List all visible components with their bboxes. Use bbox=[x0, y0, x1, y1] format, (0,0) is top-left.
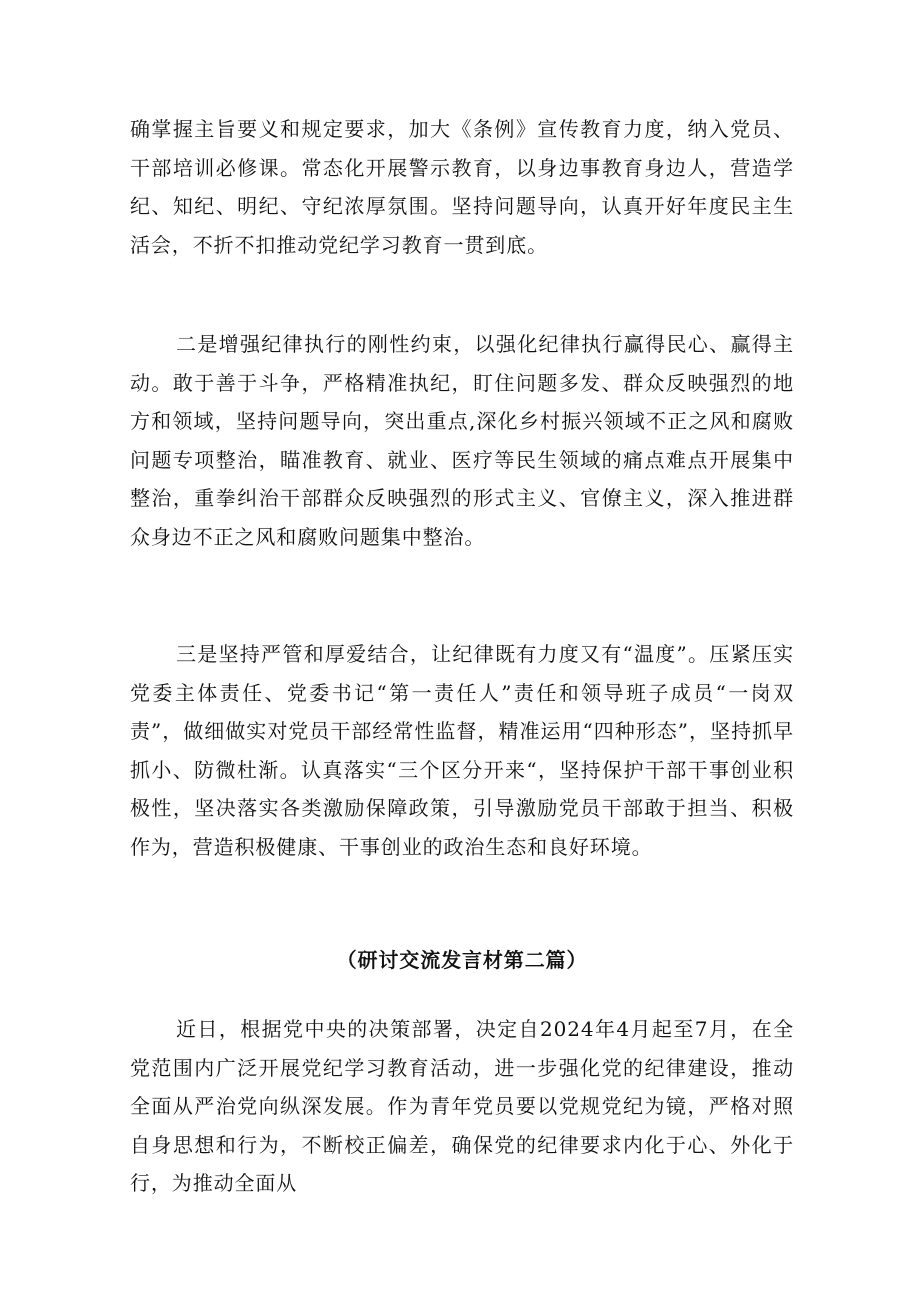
section-title: （研讨交流发言材第二篇） bbox=[336, 948, 588, 972]
paragraph-point-two: 二是增强纪律执行的刚性约束，以强化纪律执行赢得民心、赢得主动。敢于善于斗争，严格精准执纪，盯住问题多发、群众反映强烈的地方和领域，坚持问题导向，突出重点,深化乡村振兴领域不正之风和腐败问题专项整治，瞄准教育、就业、医疗等民生领域的痛点难点开展集中整治，重拳纠治干部群众反映强烈的形式主义、官僚主义，深入推进群众身边不正之风和腐败问题集中整治。 bbox=[130, 332, 794, 549]
paragraph-intro: 近日，根据党中央的决策部署，决定自2024年4月起至7月，在全党范围内广泛开展党纪学习教育活动，进一步强化党的纪律建设，推动全面从严治党向纵深发展。作为青年党员要以党规党纪为镜，严格对照自身思想和行为，不断校正偏差，确保党的纪律要求内化于心、外化于行，为推动全面从 bbox=[130, 1017, 794, 1196]
paragraph-point-three: 三是坚持严管和厚爱结合，让纪律既有力度又有“温度”。压紧压实党委主体责任、党委书记“第一责任人”责任和领导班子成员“一岗双责”，做细做实对党员干部经常性监督，精准运用“四种形态”，坚持抓早抓小、防微杜渐。认真落实“三个区分开来“，坚持保护干部干事创业积极性，坚决落实各类激励保障政策，引导激励党员干部敢于担当、积极作为，营造积极健康、干事创业的政治生态和良好环境。 bbox=[130, 642, 794, 859]
paragraph-continued: 确掌握主旨要义和规定要求，加大《条例》宣传教育力度，纳入党员、干部培训必修课。常态化开展警示教育，以身边事教育身边人，营造学纪、知纪、明纪、守纪浓厚氛围。坚持问题导向，认真开好年度民主生活会，不折不扣推动党纪学习教育一贯到底。 bbox=[130, 117, 794, 257]
